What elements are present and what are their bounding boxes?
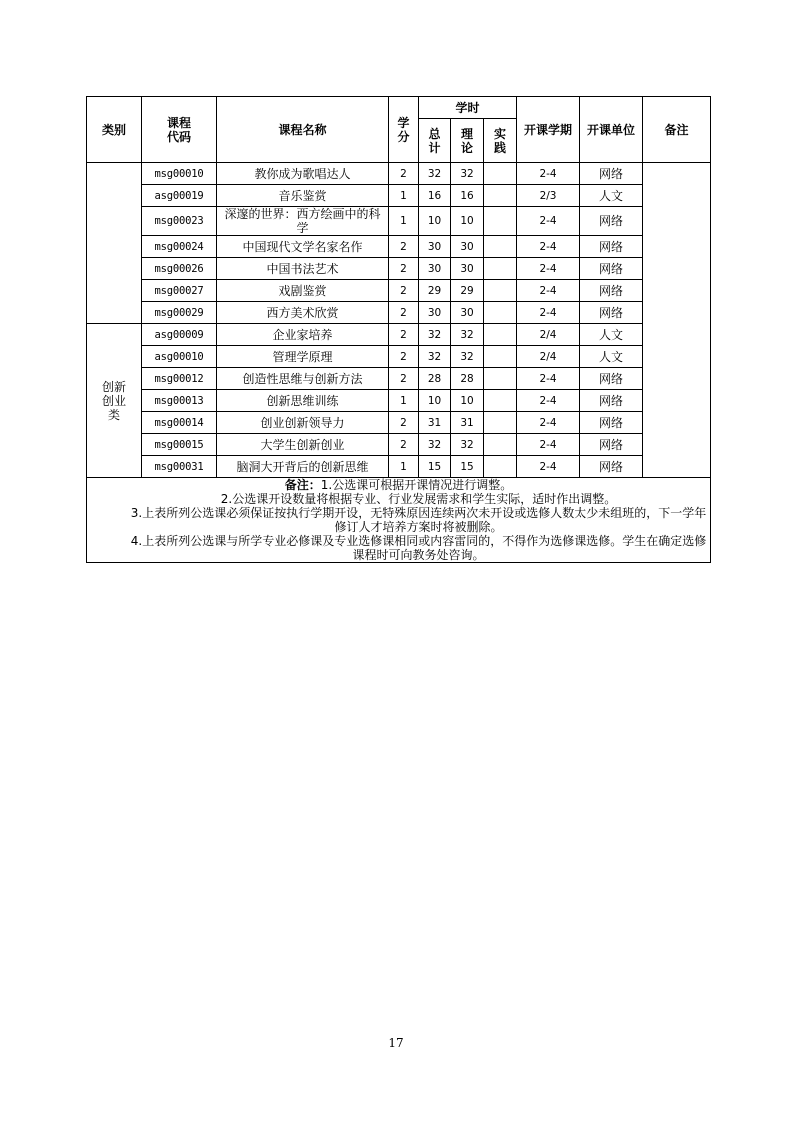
credit-cell: 2 bbox=[389, 280, 419, 302]
header-semester: 开课学期 bbox=[517, 97, 580, 163]
code-cell: msg00024 bbox=[142, 236, 217, 258]
header-hours-total-text: 总计 bbox=[428, 126, 441, 155]
table-row bbox=[87, 390, 711, 412]
department-cell: 网络 bbox=[580, 236, 643, 258]
department-cell: 网络 bbox=[580, 207, 643, 236]
semester-cell: 2-4 bbox=[517, 434, 580, 456]
hours-practice-cell bbox=[484, 324, 517, 346]
code-cell: asg00019 bbox=[142, 185, 217, 207]
header-code bbox=[142, 97, 217, 163]
header-name: 课程名称 bbox=[217, 97, 389, 163]
credit-cell: 2 bbox=[389, 368, 419, 390]
course-name-cell: 创造性思维与创新方法 bbox=[217, 368, 389, 390]
course-table bbox=[86, 96, 711, 563]
table-row bbox=[87, 185, 711, 207]
credit-cell: 1 bbox=[389, 390, 419, 412]
header-remarks: 备注 bbox=[643, 97, 711, 163]
header-code-text: 课程代码 bbox=[166, 115, 191, 144]
notes-title: 备注： bbox=[284, 478, 321, 492]
hours-total-cell: 10 bbox=[419, 207, 451, 236]
header-credit bbox=[389, 97, 419, 163]
table-row bbox=[87, 258, 711, 280]
hours-total-cell: 10 bbox=[419, 390, 451, 412]
department-cell: 网络 bbox=[580, 412, 643, 434]
course-name-cell: 创业创新领导力 bbox=[217, 412, 389, 434]
hours-total-cell: 32 bbox=[419, 324, 451, 346]
hours-theory-cell: 30 bbox=[451, 302, 484, 324]
hours-practice-cell bbox=[484, 185, 517, 207]
table-row bbox=[87, 412, 711, 434]
course-name-cell: 西方美术欣赏 bbox=[217, 302, 389, 324]
hours-practice-cell bbox=[484, 258, 517, 280]
table-row bbox=[87, 434, 711, 456]
hours-theory-cell: 28 bbox=[451, 368, 484, 390]
table-row bbox=[87, 163, 711, 185]
code-cell: msg00012 bbox=[142, 368, 217, 390]
hours-theory-cell: 32 bbox=[451, 346, 484, 368]
credit-cell: 2 bbox=[389, 434, 419, 456]
credit-cell: 2 bbox=[389, 236, 419, 258]
code-cell: msg00010 bbox=[142, 163, 217, 185]
code-cell: msg00013 bbox=[142, 390, 217, 412]
hours-theory-cell: 30 bbox=[451, 258, 484, 280]
code-cell: asg00009 bbox=[142, 324, 217, 346]
page-number: 17 bbox=[388, 1036, 404, 1050]
hours-theory-cell: 10 bbox=[451, 390, 484, 412]
code-cell: asg00010 bbox=[142, 346, 217, 368]
header-hours: 学时 bbox=[419, 97, 517, 119]
department-cell: 人文 bbox=[580, 185, 643, 207]
note-item: 3.上表所列公选课必须保证按执行学期开设，无特殊原因连续两次未开设或选修人数太少未组班的，下一学年修订人才培养方案时将被删除。 bbox=[130, 506, 707, 534]
semester-cell: 2-4 bbox=[517, 280, 580, 302]
hours-theory-cell: 32 bbox=[451, 434, 484, 456]
hours-total-cell: 32 bbox=[419, 346, 451, 368]
credit-cell: 2 bbox=[389, 412, 419, 434]
hours-practice-cell bbox=[484, 236, 517, 258]
table-row bbox=[87, 302, 711, 324]
code-cell: msg00023 bbox=[142, 207, 217, 236]
department-cell: 网络 bbox=[580, 390, 643, 412]
header-credit-text: 学分 bbox=[397, 115, 410, 144]
code-cell: msg00014 bbox=[142, 412, 217, 434]
hours-practice-cell bbox=[484, 434, 517, 456]
hours-practice-cell bbox=[484, 280, 517, 302]
header-hours-total bbox=[419, 119, 451, 163]
hours-practice-cell bbox=[484, 207, 517, 236]
hours-practice-cell bbox=[484, 456, 517, 478]
course-name-cell: 管理学原理 bbox=[217, 346, 389, 368]
category-cell bbox=[87, 163, 142, 324]
department-cell: 人文 bbox=[580, 324, 643, 346]
header-hours-theory-text: 理论 bbox=[460, 126, 473, 155]
credit-cell: 1 bbox=[389, 185, 419, 207]
semester-cell: 2-4 bbox=[517, 207, 580, 236]
semester-cell: 2/4 bbox=[517, 324, 580, 346]
hours-theory-cell: 32 bbox=[451, 163, 484, 185]
note-item: 1.公选课可根据开课情况进行调整。 bbox=[320, 478, 513, 492]
hours-practice-cell bbox=[484, 368, 517, 390]
semester-cell: 2-4 bbox=[517, 456, 580, 478]
credit-cell: 2 bbox=[389, 163, 419, 185]
hours-total-cell: 32 bbox=[419, 163, 451, 185]
hours-theory-cell: 30 bbox=[451, 236, 484, 258]
hours-practice-cell bbox=[484, 412, 517, 434]
table-row bbox=[87, 456, 711, 478]
hours-total-cell: 31 bbox=[419, 412, 451, 434]
code-cell: msg00029 bbox=[142, 302, 217, 324]
credit-cell: 1 bbox=[389, 456, 419, 478]
course-name-cell: 中国书法艺术 bbox=[217, 258, 389, 280]
semester-cell: 2/3 bbox=[517, 185, 580, 207]
header-category: 类别 bbox=[87, 97, 142, 163]
hours-total-cell: 15 bbox=[419, 456, 451, 478]
code-cell: msg00031 bbox=[142, 456, 217, 478]
hours-total-cell: 32 bbox=[419, 434, 451, 456]
department-cell: 网络 bbox=[580, 258, 643, 280]
hours-practice-cell bbox=[484, 302, 517, 324]
table-row bbox=[87, 207, 711, 236]
department-cell: 人文 bbox=[580, 346, 643, 368]
department-cell: 网络 bbox=[580, 302, 643, 324]
hours-theory-cell: 15 bbox=[451, 456, 484, 478]
semester-cell: 2-4 bbox=[517, 163, 580, 185]
course-name-cell: 中国现代文学名家名作 bbox=[217, 236, 389, 258]
header-hours-theory bbox=[451, 119, 484, 163]
table-body bbox=[87, 163, 711, 478]
credit-cell: 2 bbox=[389, 302, 419, 324]
code-cell: msg00026 bbox=[142, 258, 217, 280]
credit-cell: 1 bbox=[389, 207, 419, 236]
semester-cell: 2-4 bbox=[517, 258, 580, 280]
notes-cell bbox=[87, 478, 711, 563]
course-name-cell: 教你成为歌唱达人 bbox=[217, 163, 389, 185]
hours-theory-cell: 31 bbox=[451, 412, 484, 434]
hours-total-cell: 28 bbox=[419, 368, 451, 390]
course-name-cell: 音乐鉴赏 bbox=[217, 185, 389, 207]
department-cell: 网络 bbox=[580, 368, 643, 390]
hours-total-cell: 16 bbox=[419, 185, 451, 207]
note-item: 2.公选课开设数量将根据专业、行业发展需求和学生实际，适时作出调整。 bbox=[220, 492, 617, 506]
header-hours-practice bbox=[484, 119, 517, 163]
table-row bbox=[87, 280, 711, 302]
course-name-cell: 脑洞大开背后的创新思维 bbox=[217, 456, 389, 478]
header-department: 开课单位 bbox=[580, 97, 643, 163]
credit-cell: 2 bbox=[389, 258, 419, 280]
course-name-cell: 大学生创新创业 bbox=[217, 434, 389, 456]
course-name-cell: 企业家培养 bbox=[217, 324, 389, 346]
table-row bbox=[87, 368, 711, 390]
hours-theory-cell: 16 bbox=[451, 185, 484, 207]
semester-cell: 2-4 bbox=[517, 390, 580, 412]
hours-total-cell: 30 bbox=[419, 302, 451, 324]
hours-total-cell: 30 bbox=[419, 236, 451, 258]
table-row bbox=[87, 236, 711, 258]
department-cell: 网络 bbox=[580, 434, 643, 456]
table-row bbox=[87, 324, 711, 346]
department-cell: 网络 bbox=[580, 280, 643, 302]
semester-cell: 2-4 bbox=[517, 236, 580, 258]
code-cell: msg00027 bbox=[142, 280, 217, 302]
code-cell: msg00015 bbox=[142, 434, 217, 456]
hours-total-cell: 29 bbox=[419, 280, 451, 302]
credit-cell: 2 bbox=[389, 324, 419, 346]
hours-theory-cell: 29 bbox=[451, 280, 484, 302]
hours-theory-cell: 32 bbox=[451, 324, 484, 346]
hours-practice-cell bbox=[484, 390, 517, 412]
course-name-cell: 创新思维训练 bbox=[217, 390, 389, 412]
department-cell: 网络 bbox=[580, 456, 643, 478]
semester-cell: 2-4 bbox=[517, 302, 580, 324]
department-cell: 网络 bbox=[580, 163, 643, 185]
hours-theory-cell: 10 bbox=[451, 207, 484, 236]
credit-cell: 2 bbox=[389, 346, 419, 368]
semester-cell: 2/4 bbox=[517, 346, 580, 368]
course-name-cell: 深邃的世界：西方绘画中的科学 bbox=[217, 207, 389, 236]
category-cell: 创新创业类 bbox=[87, 324, 142, 478]
course-name-cell: 戏剧鉴赏 bbox=[217, 280, 389, 302]
semester-cell: 2-4 bbox=[517, 368, 580, 390]
note-item: 4.上表所列公选课与所学专业必修课及专业选修课相同或内容雷同的，不得作为选修课选修。学生在确定选修课程时可向教务处咨询。 bbox=[130, 534, 707, 562]
header-hours-practice-text: 实践 bbox=[494, 126, 507, 155]
semester-cell: 2-4 bbox=[517, 412, 580, 434]
table-row bbox=[87, 346, 711, 368]
remarks-cell bbox=[643, 163, 711, 478]
hours-practice-cell bbox=[484, 163, 517, 185]
hours-practice-cell bbox=[484, 346, 517, 368]
hours-total-cell: 30 bbox=[419, 258, 451, 280]
